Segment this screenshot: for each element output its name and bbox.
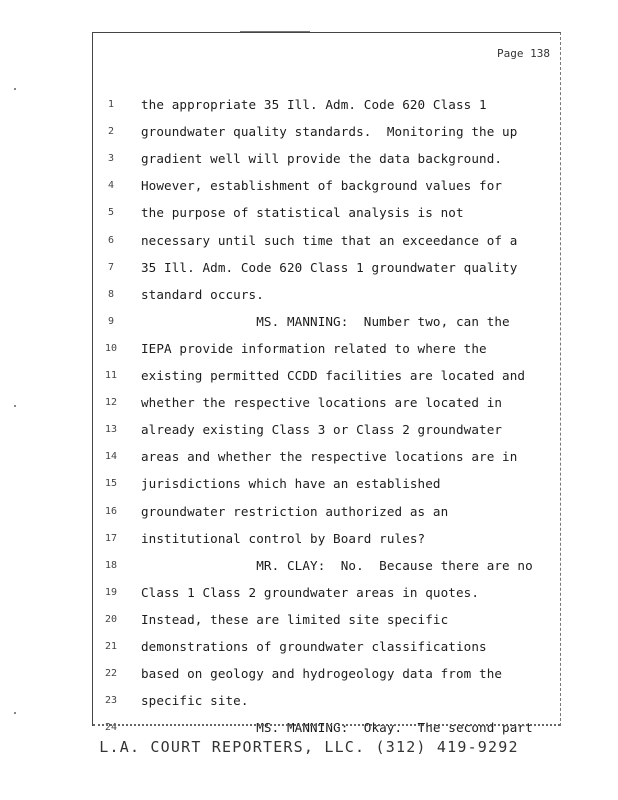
line-text: whether the respective locations are located in — [141, 395, 503, 411]
transcript-line — [93, 449, 560, 476]
transcript-line — [93, 205, 560, 232]
transcript-line — [93, 287, 560, 314]
line-text: standard occurs. — [141, 286, 264, 302]
transcript-line — [93, 531, 560, 558]
line-number: 2 — [107, 126, 115, 138]
line-text: necessary until such time that an exceedance of a — [141, 232, 518, 248]
line-number: 15 — [104, 478, 118, 490]
transcript-line — [93, 612, 560, 639]
scan-mark — [240, 31, 310, 32]
line-number: 20 — [104, 613, 118, 625]
line-number: 13 — [104, 424, 118, 436]
line-number: 6 — [107, 234, 115, 246]
transcript-line — [93, 368, 560, 395]
line-number: 10 — [104, 342, 118, 354]
line-text: the purpose of statistical analysis is not — [141, 205, 464, 221]
line-number: 17 — [104, 532, 118, 544]
line-text: groundwater quality standards. Monitoring the up — [141, 124, 518, 140]
line-number: 23 — [104, 695, 118, 707]
line-number: 7 — [107, 261, 115, 273]
line-text: based on geology and hydrogeology data from the — [141, 666, 503, 682]
line-text: the appropriate 35 Ill. Adm. Code 620 Class 1 — [141, 97, 487, 112]
transcript-line — [93, 178, 560, 205]
line-text: However, establishment of background values for — [141, 178, 503, 194]
scan-mark — [14, 88, 16, 90]
line-number: 5 — [107, 207, 115, 219]
transcript-line — [93, 666, 560, 693]
scan-mark — [14, 405, 16, 407]
line-number: 8 — [107, 288, 115, 300]
line-number: 21 — [104, 641, 118, 652]
line-text: areas and whether the respective locations are in — [141, 449, 518, 465]
line-number: 11 — [104, 370, 118, 381]
line-number: 1 — [107, 99, 115, 110]
line-text: Instead, these are limited site specific — [141, 611, 449, 627]
line-number: 9 — [107, 315, 115, 327]
line-number: 19 — [104, 586, 118, 598]
line-text: MR. CLAY: No. Because there are no — [141, 557, 533, 573]
line-text: groundwater restriction authorized as an — [141, 503, 449, 519]
line-number: 14 — [104, 451, 118, 463]
reporter-footer: L.A. COURT REPORTERS, LLC. (312) 419-9292 — [99, 738, 519, 756]
line-text: MS. MANNING: Number two, can the — [141, 313, 510, 329]
line-text: 35 Ill. Adm. Code 620 Class 1 groundwater quality — [141, 259, 518, 275]
line-text: MS. MANNING: Okay. The second part — [141, 720, 533, 736]
transcript-line — [93, 558, 560, 585]
line-text: gradient well will provide the data background. — [141, 151, 503, 167]
line-text: existing permitted CCDD facilities are located and — [141, 368, 526, 383]
line-number: 4 — [107, 180, 115, 192]
transcript-line — [93, 504, 560, 531]
transcript-line — [93, 124, 560, 151]
line-number: 12 — [104, 397, 118, 409]
transcript-page — [92, 32, 561, 736]
scan-mark — [14, 712, 16, 714]
transcript-line — [93, 476, 560, 503]
line-text: IEPA provide information related to where the — [141, 340, 487, 356]
transcript-line — [93, 693, 560, 720]
transcript-line — [93, 233, 560, 260]
transcript-line — [93, 341, 560, 368]
page-number: Page 138 — [497, 47, 550, 60]
line-text: demonstrations of groundwater classifications — [141, 639, 487, 654]
transcript-line — [93, 151, 560, 178]
line-text: Class 1 Class 2 groundwater areas in quotes. — [141, 584, 480, 600]
transcript-line — [93, 314, 560, 341]
line-number: 3 — [107, 153, 115, 165]
line-text: jurisdictions which have an established — [141, 476, 441, 492]
line-text: institutional control by Board rules? — [141, 530, 426, 546]
line-number: 24 — [104, 722, 118, 734]
line-number: 18 — [104, 559, 118, 571]
line-text: specific site. — [141, 693, 249, 709]
transcript-line — [93, 422, 560, 449]
transcript-line — [93, 260, 560, 287]
transcript-line — [93, 395, 560, 422]
line-text: already existing Class 3 or Class 2 groundwater — [141, 422, 503, 438]
transcript-line — [93, 585, 560, 612]
line-number: 16 — [104, 505, 118, 517]
line-number: 22 — [104, 668, 118, 680]
transcript-line — [93, 97, 560, 124]
transcript-line — [93, 639, 560, 666]
